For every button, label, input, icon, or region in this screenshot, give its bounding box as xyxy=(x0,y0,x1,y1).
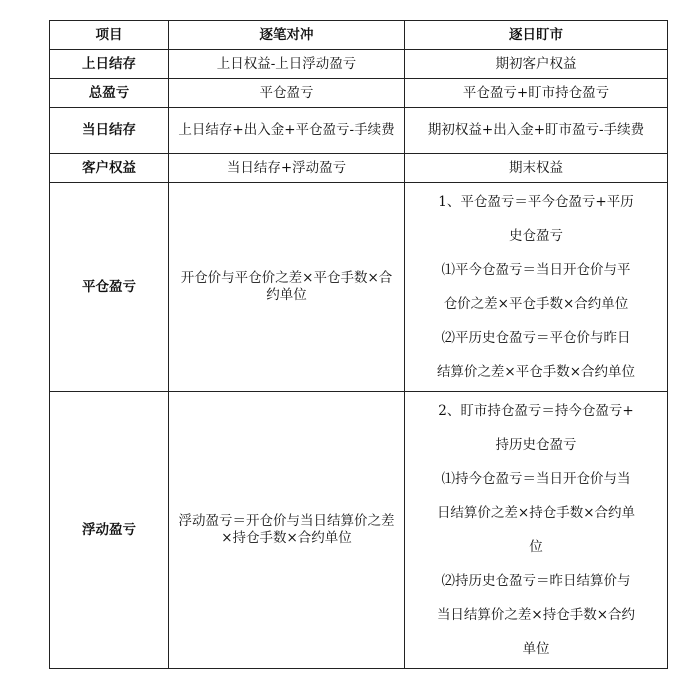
cell-line: 史仓盈亏 xyxy=(509,228,563,244)
comparison-table xyxy=(49,20,668,669)
mark-to-market-cell xyxy=(405,392,668,669)
header-row xyxy=(50,21,668,50)
cell-line: ⑴平今仓盈亏＝当日开仓价与平 xyxy=(441,262,631,278)
cell-line: 2、盯市持仓盈亏＝持今仓盈亏+ xyxy=(438,403,634,419)
trade-by-trade-cell: 上日权益-上日浮动盈亏 xyxy=(169,50,405,79)
cell-line: 当日结算价之差×持仓手数×合约 xyxy=(436,607,636,623)
cell-line: ⑴持今仓盈亏＝当日开仓价与当 xyxy=(441,471,631,487)
row-label: 总盈亏 xyxy=(50,79,169,108)
row-label: 浮动盈亏 xyxy=(50,392,169,669)
mark-to-market-cell: 期初客户权益 xyxy=(405,50,668,79)
mark-to-market-cell: 期末权益 xyxy=(405,154,668,183)
table-row xyxy=(50,50,668,79)
cell-line: 单位 xyxy=(522,641,550,657)
cell-line: ⑵持历史仓盈亏＝昨日结算价与 xyxy=(441,573,631,589)
cell-line: 日结算价之差×持仓手数×合约单 xyxy=(436,505,636,521)
trade-by-trade-cell: 平仓盈亏 xyxy=(169,79,405,108)
cell-line: ⑵平历史仓盈亏＝平仓价与昨日 xyxy=(441,330,631,346)
row-label: 当日结存 xyxy=(50,108,169,154)
trade-by-trade-cell: 开仓价与平仓价之差×平仓手数×合约单位 xyxy=(169,183,405,392)
mark-to-market-cell: 期初权益+出入金+盯市盈亏-手续费 xyxy=(405,108,668,154)
cell-line: 1、平仓盈亏＝平今仓盈亏+平历 xyxy=(438,194,634,210)
row-label: 平仓盈亏 xyxy=(50,183,169,392)
header-item: 项目 xyxy=(50,21,169,50)
table-row xyxy=(50,108,668,154)
table-row xyxy=(50,154,668,183)
table-row xyxy=(50,392,668,669)
cell-line: 持历史仓盈亏 xyxy=(495,437,577,453)
trade-by-trade-cell: 当日结存+浮动盈亏 xyxy=(169,154,405,183)
table-row xyxy=(50,183,668,392)
cell-line: 位 xyxy=(529,539,543,555)
cell-line: 仓价之差×平仓手数×合约单位 xyxy=(443,296,629,312)
row-label: 上日结存 xyxy=(50,50,169,79)
trade-by-trade-cell: 浮动盈亏＝开仓价与当日结算价之差×持仓手数×合约单位 xyxy=(169,392,405,669)
mark-to-market-cell xyxy=(405,183,668,392)
trade-by-trade-cell: 上日结存+出入金+平仓盈亏-手续费 xyxy=(169,108,405,154)
table-row xyxy=(50,79,668,108)
cell-line: 结算价之差×平仓手数×合约单位 xyxy=(436,364,636,380)
header-trade-by-trade: 逐笔对冲 xyxy=(169,21,405,50)
mark-to-market-cell: 平仓盈亏+盯市持仓盈亏 xyxy=(405,79,668,108)
row-label: 客户权益 xyxy=(50,154,169,183)
header-mark-to-market: 逐日盯市 xyxy=(405,21,668,50)
